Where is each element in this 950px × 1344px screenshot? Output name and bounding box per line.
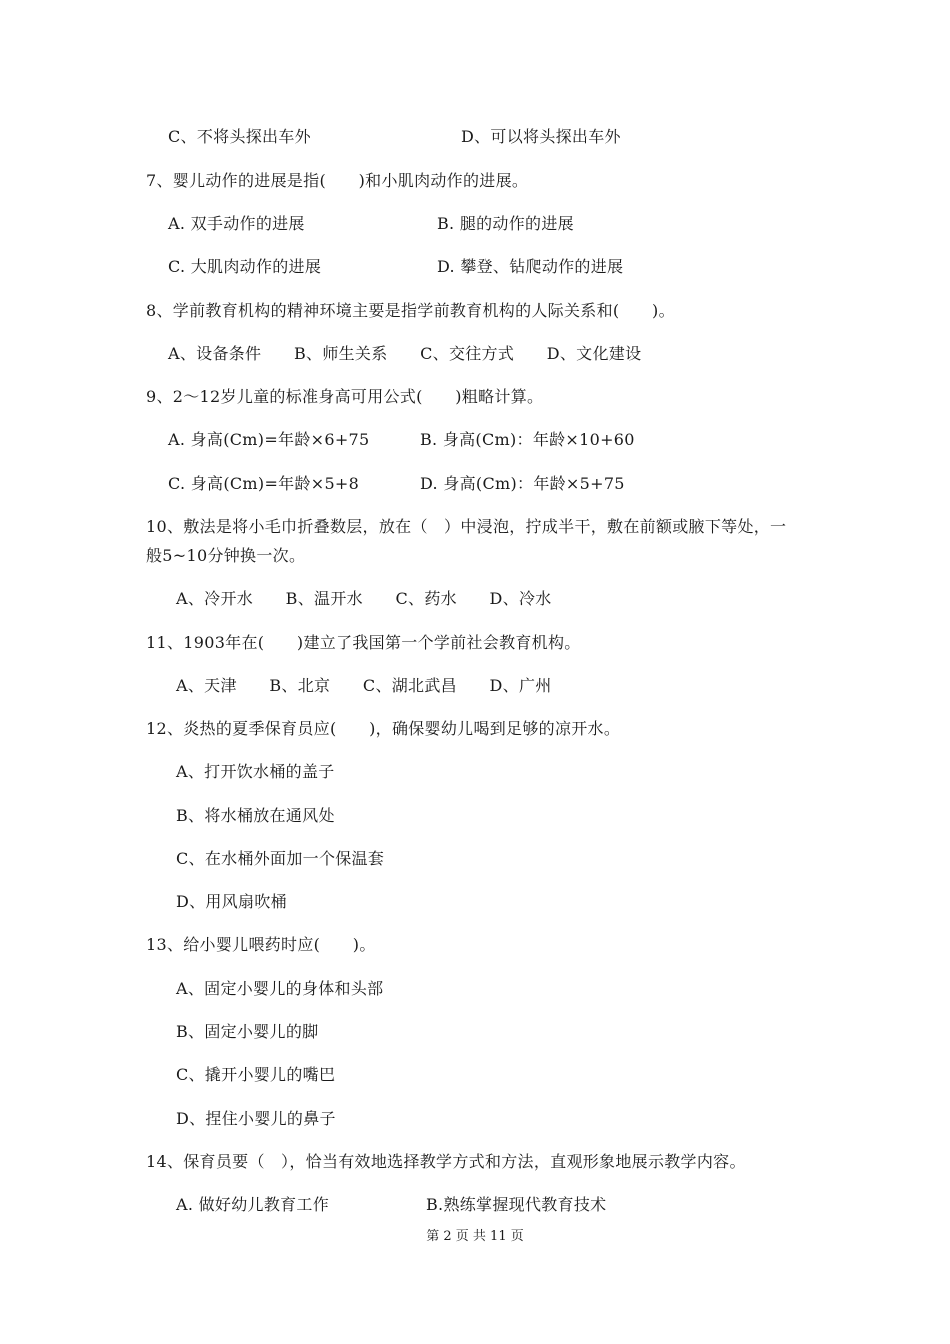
q11-stem: 11、1903年在( )建立了我国第一个学前社会教育机构。 <box>146 633 581 652</box>
q9-option-c: C. 身高(Cm)=年龄×5+8 <box>168 474 360 493</box>
q10-stem-line2: 般5~10分钟换一次。 <box>146 546 306 565</box>
q12-option-d: D、用风扇吹桶 <box>176 892 287 911</box>
q6-option-d: D、可以将头探出车外 <box>461 127 621 146</box>
q12-stem: 12、炎热的夏季保育员应( )，确保婴幼儿喝到足够的凉开水。 <box>146 719 621 738</box>
q13-option-c: C、撬开小婴儿的嘴巴 <box>176 1065 336 1084</box>
q8-stem: 8、学前教育机构的精神环境主要是指学前教育机构的人际关系和( )。 <box>146 301 675 320</box>
q9-option-d: D. 身高(Cm)：年龄×5+75 <box>420 474 625 493</box>
q12-option-c: C、在水桶外面加一个保温套 <box>176 849 385 868</box>
q12-option-a: A、打开饮水桶的盖子 <box>176 762 335 781</box>
q14-option-a: A. 做好幼儿教育工作 <box>176 1195 330 1214</box>
page-number-footer: 第 2 页 共 11 页 <box>426 1229 524 1244</box>
q9-stem: 9、2～12岁儿童的标准身高可用公式( )粗略计算。 <box>146 387 544 406</box>
q14-option-b: B.熟练掌握现代教育技术 <box>426 1195 607 1214</box>
q9-option-a: A. 身高(Cm)=年龄×6+75 <box>168 430 370 449</box>
q10-options: A、冷开水 B、温开水 C、药水 D、冷水 <box>176 589 552 608</box>
q13-stem: 13、给小婴儿喂药时应( )。 <box>146 935 376 954</box>
q13-option-b: B、固定小婴儿的脚 <box>176 1022 319 1041</box>
q7-option-a: A. 双手动作的进展 <box>168 214 305 233</box>
q6-option-c: C、不将头探出车外 <box>168 127 311 146</box>
q10-stem-line1: 10、敷法是将小毛巾折叠数层，放在（ ）中浸泡，拧成半干，敷在前额或腋下等处，一 <box>146 517 787 536</box>
q9-option-b: B. 身高(Cm)：年龄×10+60 <box>420 430 635 449</box>
q13-option-a: A、固定小婴儿的身体和头部 <box>176 979 384 998</box>
q8-options: A、设备条件 B、师生关系 C、交往方式 D、文化建设 <box>168 344 642 363</box>
q7-option-c: C. 大肌肉动作的进展 <box>168 257 322 276</box>
q11-options: A、天津 B、北京 C、湖北武昌 D、广州 <box>176 676 552 695</box>
q7-option-d: D. 攀登、钻爬动作的进展 <box>437 257 624 276</box>
q13-option-d: D、捏住小婴儿的鼻子 <box>176 1109 336 1128</box>
q7-option-b: B. 腿的动作的进展 <box>437 214 574 233</box>
q14-stem: 14、保育员要（ ），恰当有效地选择教学方式和方法，直观形象地展示教学内容。 <box>146 1152 746 1171</box>
q7-stem: 7、婴儿动作的进展是指( )和小肌肉动作的进展。 <box>146 171 529 190</box>
q12-option-b: B、将水桶放在通风处 <box>176 806 335 825</box>
